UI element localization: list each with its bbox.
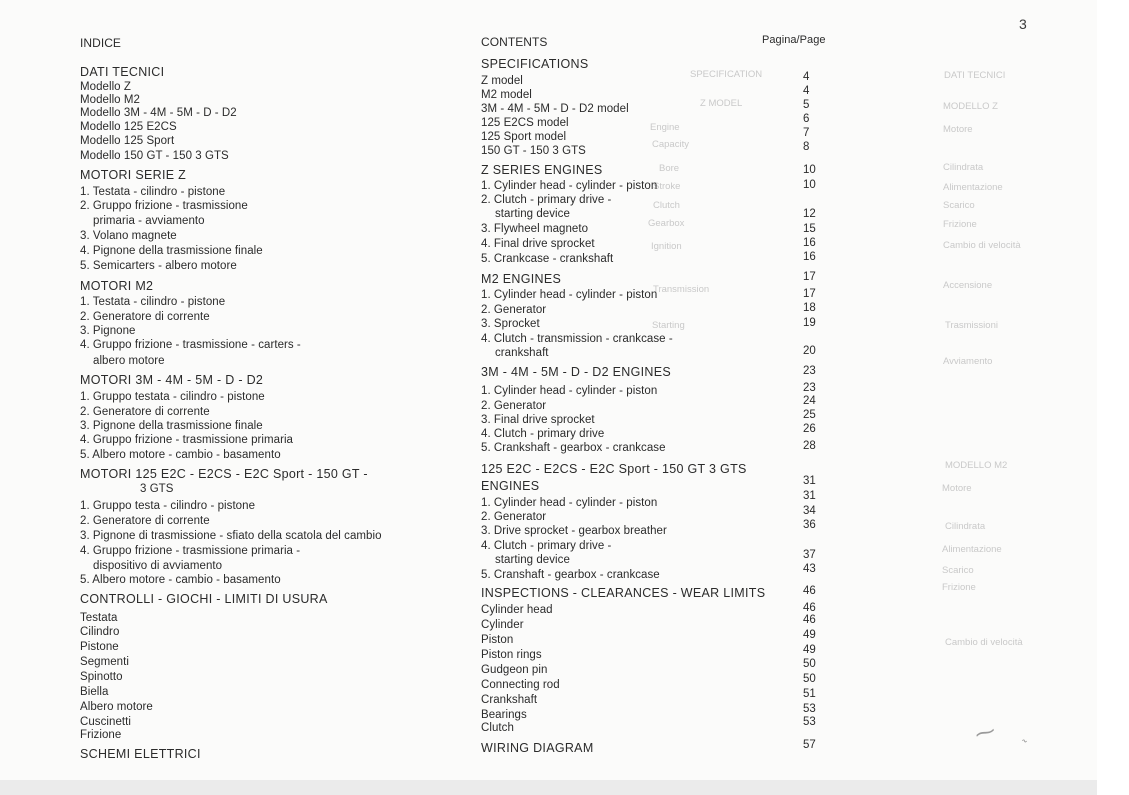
italian-entry: 1. Testata - cilindro - pistone	[80, 186, 226, 198]
english-entry: 2. Clutch - primary drive -	[481, 194, 612, 206]
english-entry: 2. Generator	[481, 400, 547, 412]
english-entry: Cylinder	[481, 619, 524, 631]
show-through-text: Transmission	[653, 284, 710, 295]
page-reference: 17	[803, 271, 816, 283]
show-through-text: Trasmissioni	[945, 320, 998, 331]
show-through-text: Motore	[943, 124, 973, 135]
italian-section-heading: MOTORI M2	[80, 279, 154, 293]
italian-entry: 3. Pignone	[80, 325, 136, 337]
show-through-text: Gearbox	[648, 218, 685, 229]
italian-entry: Spinotto	[80, 671, 123, 683]
english-entry: Crankshaft	[481, 694, 538, 706]
page-reference: 34	[803, 505, 816, 517]
english-section-heading: INSPECTIONS - CLEARANCES - WEAR LIMITS	[481, 586, 766, 600]
english-entry: 3. Sprocket	[481, 318, 540, 330]
show-through-text: Capacity	[652, 139, 689, 150]
italian-section-heading: MOTORI 3M - 4M - 5M - D - D2	[80, 373, 264, 387]
english-entry: Connecting rod	[481, 679, 560, 691]
english-entry: M2 model	[481, 89, 532, 101]
english-entry: Cylinder head	[481, 604, 553, 616]
italian-entry: 3. Pignone della trasmissione finale	[80, 420, 263, 432]
page-column-heading: Pagina/Page	[762, 34, 826, 46]
english-entry: 2. Generator	[481, 304, 547, 316]
page-reference: 16	[803, 251, 816, 263]
italian-entry: 5. Albero motore - cambio - basamento	[80, 574, 281, 586]
page-reference: 49	[803, 644, 816, 656]
english-section-heading: WIRING DIAGRAM	[481, 741, 594, 755]
english-entry: crankshaft	[495, 347, 549, 359]
page-reference: 50	[803, 658, 816, 670]
english-section-heading: SPECIFICATIONS	[481, 57, 589, 71]
english-entry: 3. Drive sprocket - gearbox breather	[481, 525, 667, 537]
italian-entry: dispositivo di avviamento	[93, 560, 223, 572]
english-section-heading: ENGINES	[481, 479, 540, 493]
page-reference: 25	[803, 409, 816, 421]
show-through-text: Motore	[942, 483, 972, 494]
page-reference: 20	[803, 345, 816, 357]
english-entry: Bearings	[481, 709, 527, 721]
show-through-text: Alimentazione	[943, 182, 1003, 193]
italian-entry: 1. Gruppo testa - cilindro - pistone	[80, 500, 256, 512]
english-entry: starting device	[495, 554, 570, 566]
italian-entry: 3 GTS	[140, 483, 174, 495]
stain-mark: ⁓	[972, 717, 998, 747]
page-reference: 10	[803, 179, 816, 191]
english-entry: 125 Sport model	[481, 131, 567, 143]
english-entry: Gudgeon pin	[481, 664, 548, 676]
italian-entry: Modello 125 Sport	[80, 135, 175, 147]
english-entry: Piston rings	[481, 649, 542, 661]
show-through-text: Engine	[650, 122, 680, 133]
english-entry: 125 E2CS model	[481, 117, 569, 129]
show-through-text: Scarico	[942, 565, 974, 576]
italian-entry: 4. Gruppo frizione - trasmissione - carters -	[80, 339, 301, 351]
italian-entry: 4. Pignone della trasmissione finale	[80, 245, 263, 257]
show-through-text: MODELLO Z	[943, 101, 998, 112]
page-reference: 49	[803, 629, 816, 641]
page-reference: 7	[803, 127, 810, 139]
page-reference: 19	[803, 317, 816, 329]
page-reference: 16	[803, 237, 816, 249]
italian-entry: primaria - avviamento	[93, 215, 205, 227]
page-reference: 10	[803, 164, 816, 176]
show-through-text: Frizione	[942, 582, 976, 593]
page-reference: 6	[803, 113, 810, 125]
english-entry: 3. Flywheel magneto	[481, 223, 589, 235]
page-reference: 12	[803, 208, 816, 220]
english-section-heading: M2 ENGINES	[481, 272, 562, 286]
show-through-text: MODELLO M2	[945, 460, 1008, 471]
italian-entry: 1. Testata - cilindro - pistone	[80, 296, 226, 308]
page-reference: 18	[803, 302, 816, 314]
show-through-text: Frizione	[943, 219, 977, 230]
english-entry: Z model	[481, 75, 523, 87]
english-entry: 4. Clutch - primary drive -	[481, 540, 612, 552]
italian-entry: 2. Generatore di corrente	[80, 515, 210, 527]
english-section-heading: 125 E2C - E2CS - E2C Sport - 150 GT 3 GTS	[481, 462, 747, 476]
italian-entry: 2. Generatore di corrente	[80, 406, 210, 418]
page-bottom-edge	[0, 780, 1129, 795]
italian-section-heading: SCHEMI ELETTRICI	[80, 747, 201, 761]
english-entry: 2. Generator	[481, 511, 547, 523]
page-reference: 4	[803, 71, 810, 83]
show-through-text: Clutch	[653, 200, 680, 211]
page-reference: 50	[803, 673, 816, 685]
page-reference: 15	[803, 223, 816, 235]
english-entry: 1. Cylinder head - cylinder - piston	[481, 289, 658, 301]
english-entry: Clutch	[481, 722, 514, 734]
page-right-edge	[1097, 0, 1129, 795]
italian-entry: Frizione	[80, 729, 122, 741]
show-through-text: Cambio di velocità	[943, 240, 1021, 251]
italian-entry: Modello M2	[80, 94, 140, 106]
show-through-text: Cilindrata	[943, 162, 984, 173]
page-reference: 37	[803, 549, 816, 561]
page-reference: 4	[803, 85, 810, 97]
italian-entry: 5. Albero motore - cambio - basamento	[80, 449, 281, 461]
page-reference: 36	[803, 519, 816, 531]
italian-entry: Modello 150 GT - 150 3 GTS	[80, 150, 229, 162]
show-through-text: Cambio di velocità	[945, 637, 1023, 648]
english-entry: 3. Final drive sprocket	[481, 414, 595, 426]
page-reference: 31	[803, 490, 816, 502]
italian-entry: albero motore	[93, 355, 165, 367]
show-through-text: DATI TECNICI	[944, 70, 1006, 81]
italian-entry: 4. Gruppo frizione - trasmissione primaria -	[80, 545, 301, 557]
italian-entry: Segmenti	[80, 656, 129, 668]
italian-entry: Pistone	[80, 641, 119, 653]
show-through-text: Ignition	[651, 241, 682, 252]
show-through-text: Scarico	[943, 200, 975, 211]
italian-entry: Cilindro	[80, 626, 120, 638]
italian-entry: 2. Generatore di corrente	[80, 311, 210, 323]
italian-entry: 5. Semicarters - albero motore	[80, 260, 237, 272]
index-heading-it: INDICE	[80, 36, 121, 50]
italian-entry: Modello 3M - 4M - 5M - D - D2	[80, 107, 237, 119]
english-entry: 5. Crankshaft - gearbox - crankcase	[481, 442, 666, 454]
page-reference: 26	[803, 423, 816, 435]
page-reference: 53	[803, 703, 816, 715]
english-entry: 4. Final drive sprocket	[481, 238, 595, 250]
page-reference: 53	[803, 716, 816, 728]
show-through-text: Avviamento	[943, 356, 993, 367]
italian-entry: 3. Volano magnete	[80, 230, 177, 242]
page-reference: 31	[803, 475, 816, 487]
page-reference: 23	[803, 365, 816, 377]
italian-entry: 4. Gruppo frizione - trasmissione primaria	[80, 434, 294, 446]
italian-entry: 1. Gruppo testata - cilindro - pistone	[80, 391, 265, 403]
italian-entry: Albero motore	[80, 701, 153, 713]
page-reference: 23	[803, 382, 816, 394]
english-entry: starting device	[495, 208, 570, 220]
page-reference: 28	[803, 440, 816, 452]
page-reference: 51	[803, 688, 816, 700]
show-through-text: Bore	[659, 163, 680, 174]
english-section-heading: 3M - 4M - 5M - D - D2 ENGINES	[481, 365, 671, 379]
page-reference: 46	[803, 602, 816, 614]
italian-section-heading: MOTORI 125 E2C - E2CS - E2C Sport - 150 GT -	[80, 467, 368, 481]
english-entry: 5. Cranshaft - gearbox - crankcase	[481, 569, 660, 581]
english-entry: 3M - 4M - 5M - D - D2 model	[481, 103, 629, 115]
english-entry: 1. Cylinder head - cylinder - piston	[481, 497, 658, 509]
italian-entry: Modello 125 E2CS	[80, 121, 177, 133]
show-through-text: SPECIFICATION	[690, 69, 763, 80]
page-reference: 5	[803, 99, 810, 111]
italian-entry: Biella	[80, 686, 109, 698]
italian-section-heading: CONTROLLI - GIOCHI - LIMITI DI USURA	[80, 592, 328, 606]
page-reference: 24	[803, 395, 816, 407]
show-through-text: Stroke	[653, 181, 681, 192]
english-entry: 150 GT - 150 3 GTS	[481, 145, 586, 157]
page-reference: 43	[803, 563, 816, 575]
page-reference: 57	[803, 739, 816, 751]
italian-entry: 3. Pignone di trasmissione - sfiato della scatola del cambio	[80, 530, 382, 542]
english-entry: 5. Crankcase - crankshaft	[481, 253, 614, 265]
english-entry: 4. Clutch - primary drive	[481, 428, 605, 440]
english-entry: 1. Cylinder head - cylinder - piston	[481, 180, 658, 192]
italian-entry: Cuscinetti	[80, 716, 131, 728]
page-reference: 17	[803, 288, 816, 300]
page-number: 3	[1019, 16, 1027, 32]
italian-entry: Modello Z	[80, 81, 131, 93]
italian-section-heading: MOTORI SERIE Z	[80, 168, 187, 182]
english-entry: 4. Clutch - transmission - crankcase -	[481, 333, 673, 345]
italian-entry: 2. Gruppo frizione - trasmissione	[80, 200, 248, 212]
italian-section-heading: DATI TECNICI	[80, 65, 165, 79]
show-through-text: Z MODEL	[700, 98, 743, 109]
index-heading-en: CONTENTS	[481, 35, 548, 49]
italian-entry: Testata	[80, 612, 118, 624]
show-through-text: Cilindrata	[945, 521, 986, 532]
english-entry: Piston	[481, 634, 514, 646]
page-reference: 46	[803, 585, 816, 597]
stain-mark: ˜	[1014, 737, 1029, 755]
show-through-text: Alimentazione	[942, 544, 1002, 555]
page-reference: 46	[803, 614, 816, 626]
page-reference: 8	[803, 141, 810, 153]
english-section-heading: Z SERIES ENGINES	[481, 163, 603, 177]
english-entry: 1. Cylinder head - cylinder - piston	[481, 385, 658, 397]
show-through-text: Starting	[652, 320, 685, 331]
show-through-text: Accensione	[943, 280, 993, 291]
